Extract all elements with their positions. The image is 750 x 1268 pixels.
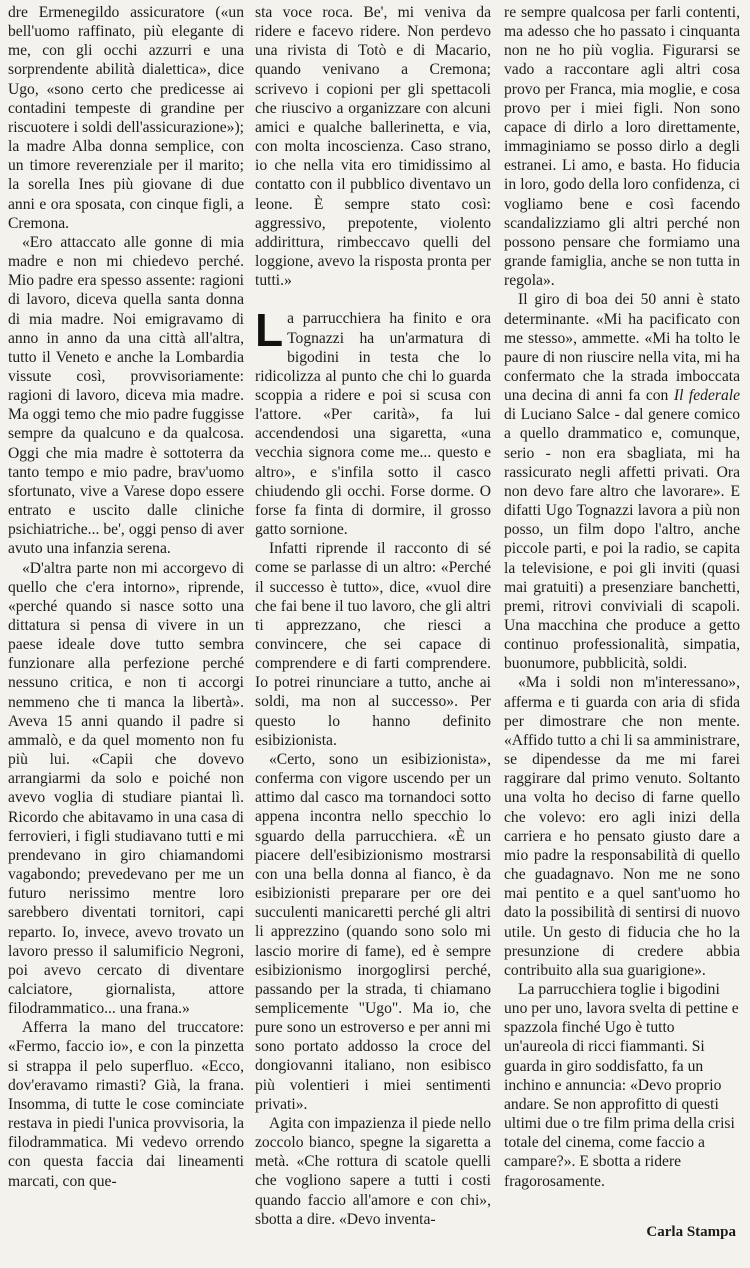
paragraph: «D'altra parte non mi accorgevo di quello che c'era intorno», riprende, «perché quando si nasce sotto una dittatura si pensa di vivere in un paese ideale dove tutto sembra funzionare alla perfezione perché nessuno critica, e non ti accorgi nemmeno che ti manca la libertà». Aveva 15 anni quando il padre si ammalò, e da quel momento non fu più lui. «Capii che dovevo arrangiarmi da solo e poiché non avevo voglia di studiare piantai lì. Ricordo che abitavamo in una casa di ferrovieri, i figli studiavano tutti e mi prendevano in giro chiamandomi vagabondo; prevedevano per me un futuro nerissimo mentre loro sarebbero diventati tornitori, capi reparto. Io, invece, avevo trovato un lavoro presso il salumificio Negroni, poi avevo cercato di diventare calciatore, giornalista, attore filodrammatico... una frana.» [8, 559, 244, 1018]
paragraph: sta voce roca. Be', mi veniva da ridere e facevo ridere. Non perdevo una rivista di Totò e di Macario, quando venivano a Cremona; scrivevo i copioni per gli spettacoli che riuscivo a organizzare con alcuni amici e qualche ballerinetta, e via, con molta incoscienza. Caso strano, io che nella vita ero timidissimo al contatto con il pubblico diventavo un leone. È sempre stato così: aggressivo, prepotente, violento addirittura, rimbeccavo quelli del loggione, avevo la risposta pronta per tutti.» [255, 4, 491, 290]
paragraph: La parrucchiera toglie i bigodini uno per uno, lavora svelta di pettine e spazzola finché Ugo è tutto un'aureola di ricci fiammanti. Si guarda in giro soddisfatto, fa un inchino e annuncia: «Devo proprio andare. Se non approfitto di questi ultimi due o tre film prima della crisi totale del cinema, come faccio a campare?». E sbotta a ridere fragorosamente. [504, 980, 739, 1190]
paragraph: Infatti riprende il racconto di sé come se parlasse di un altro: «Perché il successo è tutto», dice, «vuol dire che fai bene il tuo lavoro, che gli altri ti apprezzano, che riesci a convincere, che sei capace di comprendere e di farti comprendere. Io potrei rinunciare a tutto, anche ai soldi, ma non al successo». Per questo lo hanno definito esibizionista. [255, 540, 491, 749]
paragraph: «Ma i soldi non m'interessano», afferma e ti guarda con aria di sfida per dimostrare che non mente. «Affido tutto a chi li sa amministrare, se dipendesse da me mi farei raggirare dal primo venuto. Soltanto una volta ho deciso di farne quello che volevo: ero agli inizi della carriera e ho pensato giusto dare a mio padre la responsabilità di quello che guadagnavo. Non me ne sono mai pentito e a quel sant'uomo ho dato la possibilità di sentirsi di nuovo utile. Un gesto di fiducia che ho la presunzione di credere abbia contribuito alla sua guarigione». [504, 674, 740, 979]
paragraph: «Certo, sono un esibizionista», conferma con vigore uscendo per un attimo dal casco ma tornandoci sotto appena incontra nello specchio lo sguardo della parrucchiera. «È un piacere dell'esibizionismo mostrarsi con una bella donna al fianco, è da esibizionisti preparare per ore dei succulenti manicaretti perché gli altri li apprezzino (quando sono solo mi lascio morire di fame), ed è sempre esibizionismo inorgoglirsi perché, passando per la strada, ti chiamano semplicemente "Ugo". Ma io, che pure sono un estroverso e per anni mi sono portato addosso la croce del dongiovanni italiano, non esibisco più volentieri i miei sentimenti privati». [255, 750, 491, 1113]
author-signature: Carla Stampa [646, 1224, 736, 1240]
paragraph: «Ero attaccato alle gonne di mia madre e non mi chiedevo perché. Mio padre era spesso assente: ragioni di lavoro, diceva quella santa donna di mia madre. Noi emigravamo di anno in anno da una città all'altra, tutto il Veneto e anche la Lombardia vissute così, provvisoriamente: ragioni di lavoro, diceva mia madre. Ma oggi temo che mio padre fuggisse sempre da qualcuno e da qualcosa. Oggi che mia madre è sottoterra da tanto tempo e mio padre, brav'uomo sfortunato, vive a Varese dopo essere entrato e uscito dalle cliniche psichiatriche... be', oggi penso di aver avuto una infanzia serena. [8, 233, 244, 558]
article-column-2 [255, 3, 491, 1229]
article-column-1 [8, 3, 244, 1191]
paragraph-text: a parrucchiera ha finito e ora Tognazzi ha un'armatura di bigodini in testa che lo ridicolizza al punto che chi lo guarda scoppia a ridere e poi si scusa con l'attore. «Per carità», fa lui accendendosi una sigaretta, «una vecchia signora come me... questo e altro», e s'infila sotto il casco chiudendo gli occhi. Forse dorme. O forse fa finta di dormire, il grosso gatto sornione. [255, 310, 491, 539]
article-column-3 [504, 3, 740, 1191]
paragraph-text: di Luciano Salce - dal genere comico a quello drammatico e, comunque, serio - non era sbagliata, mi ha rassicurato negli affetti privati. Ora non devo fare altro che lavorare». E difatti Ugo Tognazzi lavora a più non posso, un film dopo l'altro, anche piccole parti, e poi la radio, se capita la televisione, e poi gli inviti (quasi mai gratuiti) a presenziare banchetti, premi, ritrovi conviviali di scapoli. Una macchina che produce a getto continuo professionalità, simpatia, buonumore, pubblicità, soldi. [504, 406, 740, 673]
paragraph-text: Il giro di boa dei 50 anni è stato determinante. «Mi ha pacificato con me stesso», ammette. «Mi ha tolto le paure di non riuscire nella vita, mi ha confermato che la strada imboccata una decina di anni fa con [504, 291, 740, 405]
paragraph: Afferra la mano del truccatore: «Fermo, faccio io», e con la pinzetta si strappa il pelo superfluo. «Ecco, dov'eravamo rimasti? Già, la frana. Insomma, di tutte le cose cominciate restava in piedi l'unica provvisoria, la filodrammatica. Mi vedevo orrendo con questa faccia dai lineamenti marcati, con que- [8, 1019, 244, 1190]
film-title: Il federale [673, 387, 740, 405]
paragraph: Agita con impazienza il piede nello zoccolo bianco, spegne la sigaretta a metà. «Che rottura di scatole quelli che vogliono sapere a tutti i costi quando faccio all'amore e con chi», sbotta a dire. «Devo inventa- [255, 1114, 491, 1228]
section-opening-paragraph [255, 304, 491, 539]
paragraph: dre Ermenegildo assicuratore («un bell'uomo raffinato, più elegante di me, con gli occhi azzurri e una sorprendente abilità dialettica», dice Ugo, «sono certo che predicesse ai contadini tempeste di grandine per riscuotere i soldi dell'assicurazione»); la madre Alba donna semplice, con un timore reverenziale per il marito; la sorella Ines più giovane di due anni e ora sposata, con cinque figli, a Cremona. [8, 4, 244, 232]
drop-cap: L [255, 304, 284, 357]
paragraph: re sempre qualcosa per farli contenti, ma adesso che ho passato i cinquanta non ne ho più voglia. Figurarsi se vado a raccontare agli altri cosa provo per Franca, mia moglie, e cosa provo per i miei figli. Non sono capace di dirlo a loro direttamente, immaginiamo se posso dirlo a degli estranei. Li amo, e basta. Ho fiducia in loro, godo della loro confidenza, ci vogliamo bene e così facendo scandalizziamo gli altri perché non possono pensare che formiamo una grande famiglia, anche se non tutta in regola». [504, 4, 740, 290]
paragraph [504, 290, 740, 673]
